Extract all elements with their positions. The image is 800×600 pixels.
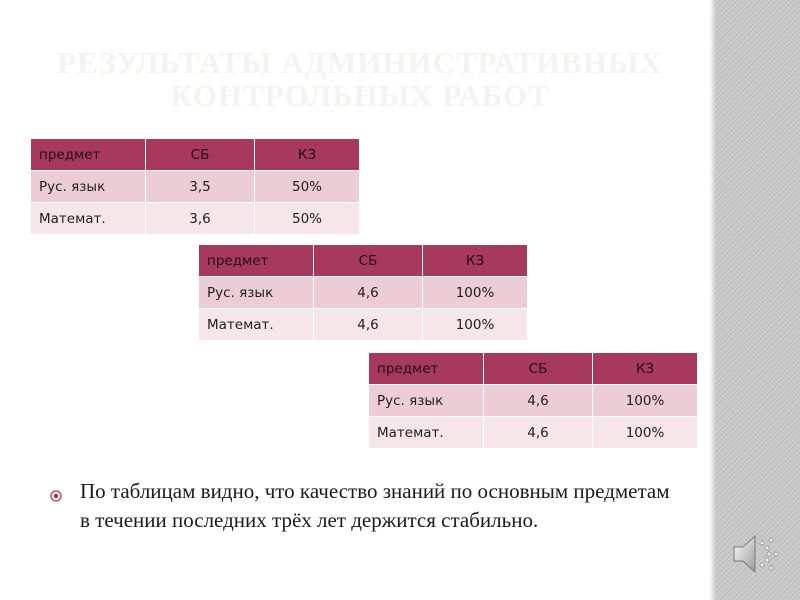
table-header-row xyxy=(199,245,528,277)
cell-quality: 100% xyxy=(423,309,528,341)
table-header-row xyxy=(369,353,698,385)
cell-quality: 100% xyxy=(593,417,698,449)
table-row xyxy=(199,309,528,341)
header-subject: предмет xyxy=(369,353,484,385)
header-avg-score: СБ xyxy=(314,245,423,277)
cell-subject: Математ. xyxy=(199,309,314,341)
cell-quality: 100% xyxy=(423,277,528,309)
circle-bullet-icon xyxy=(50,487,62,499)
cell-subject: Математ. xyxy=(31,203,146,235)
header-subject: предмет xyxy=(31,139,146,171)
cell-avg-score: 4,6 xyxy=(314,309,423,341)
results-table-3 xyxy=(368,352,698,449)
table-row xyxy=(31,203,360,235)
cell-avg-score: 3,6 xyxy=(146,203,255,235)
cell-quality: 50% xyxy=(255,203,360,235)
results-table-2 xyxy=(198,244,528,341)
cell-quality: 50% xyxy=(255,171,360,203)
cell-avg-score: 3,5 xyxy=(146,171,255,203)
header-avg-score: СБ xyxy=(146,139,255,171)
header-avg-score: СБ xyxy=(484,353,593,385)
table-row xyxy=(369,385,698,417)
results-table-1 xyxy=(30,138,360,235)
cell-avg-score: 4,6 xyxy=(484,385,593,417)
table-row xyxy=(31,171,360,203)
cell-subject: Рус. язык xyxy=(369,385,484,417)
slide-title: РЕЗУЛЬТАТЫ АДМИНИСТРАТИВНЫХ КОНТРОЛЬНЫХ РАБОТ xyxy=(57,45,663,113)
conclusion-bullet xyxy=(50,477,690,535)
cell-subject: Математ. xyxy=(369,417,484,449)
header-subject: предмет xyxy=(199,245,314,277)
cell-avg-score: 4,6 xyxy=(484,417,593,449)
table-row xyxy=(369,417,698,449)
conclusion-text: По таблицам видно, что качество знаний по основным предметам в течении последних трёх лет держится стабильно. xyxy=(80,479,670,532)
cell-subject: Рус. язык xyxy=(31,171,146,203)
cell-quality: 100% xyxy=(593,385,698,417)
table-row xyxy=(199,277,528,309)
header-quality: КЗ xyxy=(593,353,698,385)
decorative-side-strip xyxy=(710,0,800,600)
speaker-sound-icon[interactable] xyxy=(730,530,780,578)
header-quality: КЗ xyxy=(423,245,528,277)
header-quality: КЗ xyxy=(255,139,360,171)
table-header-row xyxy=(31,139,360,171)
cell-subject: Рус. язык xyxy=(199,277,314,309)
cell-avg-score: 4,6 xyxy=(314,277,423,309)
